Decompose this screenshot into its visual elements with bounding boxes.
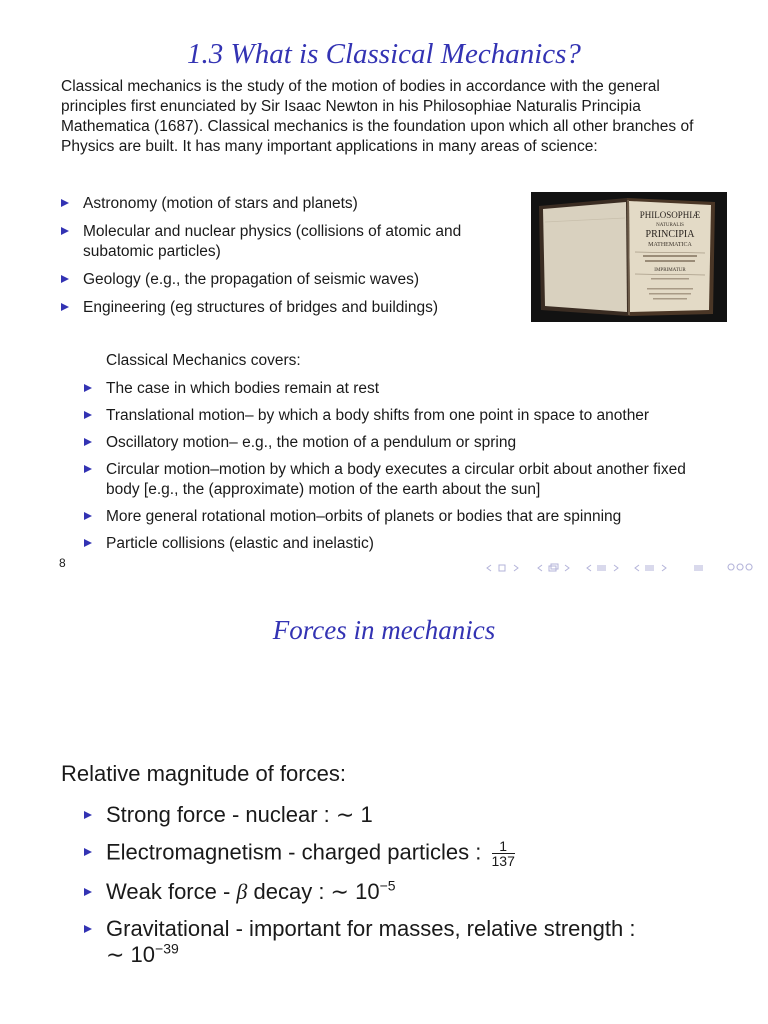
page-number: 8	[59, 556, 66, 570]
list-item-weak-force: Weak force - β decay : ∼ $10^{-5}$	[84, 879, 724, 905]
principia-book-photo	[531, 192, 727, 322]
list-item: Oscillatory motion– e.g., the motion of a pendulum or spring	[84, 433, 714, 453]
triangle-bullet-icon	[61, 275, 69, 283]
triangle-bullet-icon	[84, 411, 92, 419]
svg-text:NATURALIS: NATURALIS	[656, 223, 684, 228]
triangle-bullet-icon	[61, 303, 69, 311]
list-item: Engineering (eg structures of bridges and buildings)	[61, 298, 481, 318]
list-item-gravitational: Gravitational - important for masses, relative strength : ∼ $10^{-39}$	[84, 916, 724, 968]
list-item: More general rotational motion–orbits of planets or bodies that are spinning	[84, 507, 714, 527]
list-item: Molecular and nuclear physics (collisions of atomic and subatomic particles)	[61, 222, 481, 262]
triangle-bullet-icon	[61, 227, 69, 235]
triangle-bullet-icon	[84, 512, 92, 520]
covers-list	[84, 379, 714, 561]
triangle-bullet-icon	[84, 925, 92, 933]
svg-text:IMPRIMATUR: IMPRIMATUR	[654, 268, 686, 273]
svg-text:MATHEMATICA: MATHEMATICA	[648, 242, 692, 248]
triangle-bullet-icon	[84, 539, 92, 547]
slide-title-forces: Forces in mechanics	[272, 615, 496, 645]
list-item: Circular motion–motion by which a body executes a circular orbit about another fixed body [e.g., the (approximate) motion of the earth about the sun]	[84, 460, 714, 500]
relative-magnitude-heading: Relative magnitude of forces:	[61, 761, 346, 786]
forces-list	[84, 802, 724, 979]
list-item: Translational motion– by which a body shifts from one point in space to another	[84, 406, 714, 426]
applications-list	[61, 194, 481, 326]
fraction: $\frac{1}{137}$	[491, 838, 515, 869]
triangle-bullet-icon	[61, 199, 69, 207]
triangle-bullet-icon	[84, 465, 92, 473]
covers-heading: Classical Mechanics covers:	[106, 352, 301, 369]
list-item-strong-force: Strong force - nuclear : ∼ 1	[84, 802, 724, 828]
beamer-navigation-icons[interactable]	[486, 561, 761, 575]
list-item: The case in which bodies remain at rest	[84, 379, 714, 399]
svg-text:PHILOSOPHIÆ: PHILOSOPHIÆ	[639, 210, 701, 220]
triangle-bullet-icon	[84, 811, 92, 819]
list-item-electromagnetism: Electromagnetism - charged particles : $\frac{1}{137}$	[84, 839, 724, 868]
triangle-bullet-icon	[84, 384, 92, 392]
triangle-bullet-icon	[84, 888, 92, 896]
intro-paragraph: Classical mechanics is the study of the motion of bodies in accordance with the general principles first enunciated by Sir Isaac Newton in his Philosophiae Naturalis Principia Mathematica (1687). Classical mechanics is the foundation upon which all other branches of Physics are built. It has many important applications in many areas of science:	[61, 78, 694, 155]
triangle-bullet-icon	[84, 438, 92, 446]
list-item: Geology (e.g., the propagation of seismic waves)	[61, 270, 481, 290]
slide-title: 1.3 What is Classical Mechanics?	[187, 38, 581, 70]
svg-text:PRINCIPIA: PRINCIPIA	[645, 229, 695, 240]
list-item: Particle collisions (elastic and inelastic)	[84, 534, 714, 554]
triangle-bullet-icon	[84, 848, 92, 856]
list-item: Astronomy (motion of stars and planets)	[61, 194, 481, 214]
